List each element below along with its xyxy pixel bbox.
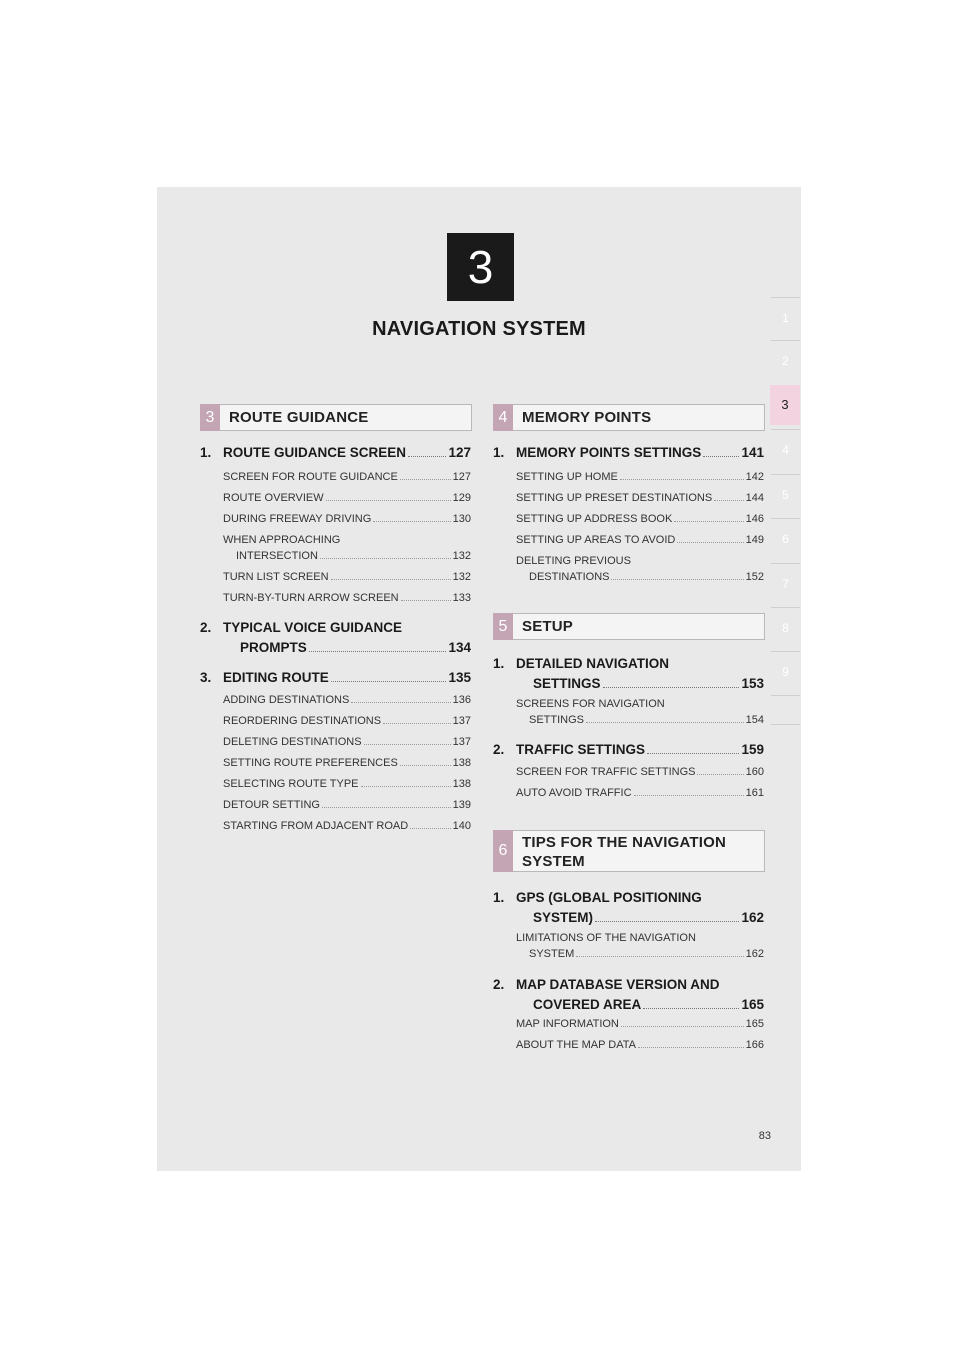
tab-8[interactable]: 8 [771,607,800,648]
entry-title: EDITING ROUTE [223,670,329,685]
toc-subentry[interactable]: DURING FREEWAY DRIVING 130 [223,513,471,525]
toc-subentry[interactable]: WHEN APPROACHING INTERSECTION 132 [223,534,471,562]
entry-title: DETAILED NAVIGATION [516,656,669,671]
entry-number: 2. [493,977,505,992]
tab-1[interactable]: 1 [771,297,800,338]
toc-subentry[interactable]: SELECTING ROUTE TYPE 138 [223,778,471,790]
toc-sublist-memory-points [516,470,764,584]
entry-title: ROUTE GUIDANCE SCREEN [223,445,407,460]
tab-7[interactable]: 7 [771,563,800,604]
section-title: SETUP [522,618,574,635]
toc-entry-editing-route[interactable] [200,669,471,687]
toc-subentry[interactable]: SETTING UP HOME 142 [516,471,764,483]
toc-subentry[interactable]: TURN-BY-TURN ARROW SCREEN 133 [223,592,471,604]
section-title: ROUTE GUIDANCE [229,409,369,426]
toc-subentry[interactable]: AUTO AVOID TRAFFIC 161 [516,787,764,799]
tab-3[interactable]: 3 [770,385,800,425]
toc-subentry[interactable]: STARTING FROM ADJACENT ROAD 140 [223,820,471,832]
toc-entry-route-guidance-screen[interactable] [200,444,471,462]
toc-subentry[interactable]: REORDERING DESTINATIONS 137 [223,715,471,727]
tab-blank [771,695,800,725]
entry-title: MEMORY POINTS SETTINGS [516,445,702,460]
section-header-setup [493,613,765,640]
section-header-tips [493,830,765,872]
tab-2[interactable]: 2 [771,340,800,381]
toc-sublist-detailed-navigation [516,697,764,727]
entry-title-cont: SYSTEM) [533,910,594,925]
toc-subentry[interactable]: DETOUR SETTING 139 [223,799,471,811]
toc-subentry[interactable]: SETTING UP AREAS TO AVOID 149 [516,534,764,546]
toc-entry-memory-points-settings[interactable] [493,444,764,462]
chapter-number-box: 3 [447,233,514,301]
tab-9[interactable]: 9 [771,651,800,692]
toc-subentry[interactable]: MAP INFORMATION 165 [516,1018,764,1030]
entry-number: 2. [200,620,212,635]
section-title: TIPS FOR THE NAVIGATION SYSTEM [522,834,727,870]
section-number: 4 [493,404,513,431]
entry-page: 141 [741,445,764,460]
toc-subentry[interactable]: ADDING DESTINATIONS 136 [223,694,471,706]
entry-number: 1. [493,656,505,671]
toc-subentry[interactable]: SETTING UP PRESET DESTINATIONS 144 [516,492,764,504]
entry-number: 1. [493,890,505,905]
tab-5[interactable]: 5 [771,474,800,515]
entry-title: GPS (GLOBAL POSITIONING [516,890,702,905]
section-number: 3 [200,404,220,431]
toc-subentry[interactable]: SCREEN FOR TRAFFIC SETTINGS 160 [516,766,764,778]
toc-subentry[interactable]: SETTING UP ADDRESS BOOK 146 [516,513,764,525]
chapter-title: NAVIGATION SYSTEM [372,318,586,340]
entry-number: 1. [200,445,212,460]
toc-subentry[interactable]: ROUTE OVERVIEW 129 [223,492,471,504]
entry-title: TYPICAL VOICE GUIDANCE [223,620,403,635]
toc-sublist-editing-route [223,693,471,833]
toc-subentry[interactable]: DELETING DESTINATIONS 137 [223,736,471,748]
toc-subentry[interactable]: SCREEN FOR ROUTE GUIDANCE 127 [223,471,471,483]
tab-4[interactable]: 4 [771,429,800,470]
entry-number: 1. [493,445,505,460]
section-number: 5 [493,613,513,640]
entry-title: TRAFFIC SETTINGS [516,742,645,757]
toc-subentry[interactable]: SCREENS FOR NAVIGATION SETTINGS 154 [516,698,764,726]
entry-title-cont: PROMPTS [240,640,307,655]
toc-subentry[interactable]: TURN LIST SCREEN 132 [223,571,471,583]
entry-page: 153 [741,676,764,691]
entry-number: 2. [493,742,505,757]
toc-sublist-map-database [516,1017,764,1052]
toc-sublist-route-guidance-screen [223,470,471,605]
toc-sublist-traffic-settings [516,765,764,800]
toc-sublist-gps [516,931,764,961]
entry-number: 3. [200,670,212,685]
entry-page: 135 [448,670,471,685]
tab-6[interactable]: 6 [771,518,800,559]
toc-subentry[interactable]: DELETING PREVIOUS DESTINATIONS 152 [516,555,764,583]
section-header-memory-points [493,404,765,431]
toc-subentry[interactable]: ABOUT THE MAP DATA 166 [516,1039,764,1051]
toc-entry-map-database[interactable] [493,976,764,1014]
toc-entry-detailed-navigation-settings[interactable] [493,655,764,693]
toc-entry-gps[interactable] [493,889,764,927]
toc-subentry[interactable]: LIMITATIONS OF THE NAVIGATION SYSTEM 162 [516,932,764,960]
toc-entry-voice-guidance[interactable] [200,619,471,657]
toc-entry-traffic-settings[interactable] [493,741,764,759]
section-number: 6 [493,830,513,872]
page-number: 83 [758,1130,771,1142]
entry-page: 134 [448,640,471,655]
entry-page: 127 [448,445,471,460]
entry-page: 162 [741,910,764,925]
toc-subentry[interactable]: SETTING ROUTE PREFERENCES 138 [223,757,471,769]
section-title: MEMORY POINTS [522,409,652,426]
section-header-route-guidance [200,404,472,431]
entry-title-cont: SETTINGS [533,676,601,691]
entry-title: MAP DATABASE VERSION AND [516,977,720,992]
entry-page: 165 [741,997,764,1012]
entry-page: 159 [741,742,764,757]
entry-title-cont: COVERED AREA [533,997,642,1012]
